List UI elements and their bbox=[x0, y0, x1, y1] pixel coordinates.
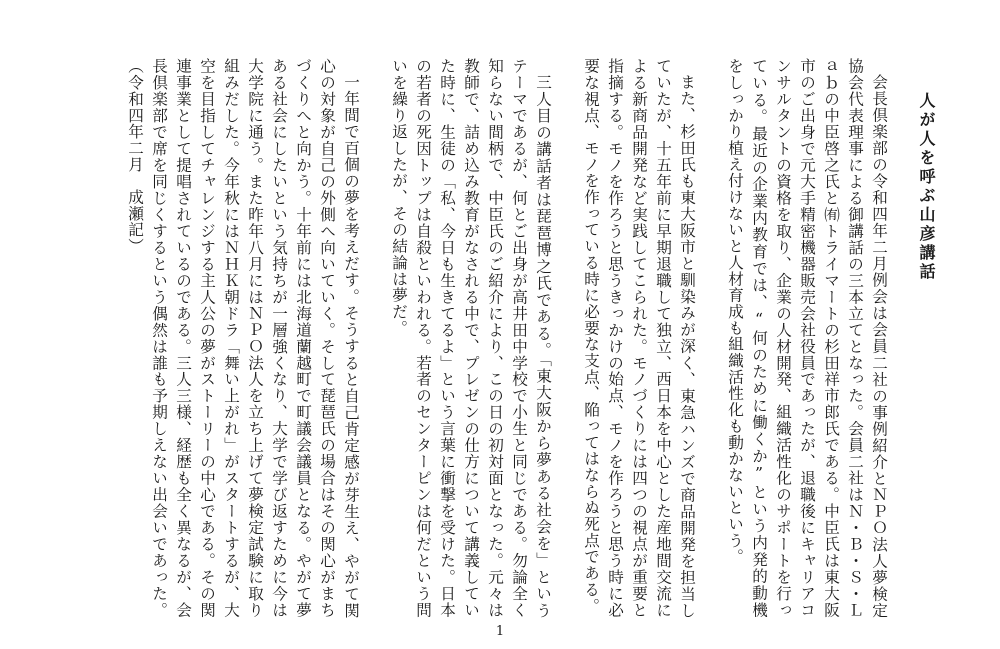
paragraph-3: 三人目の講話者は琵琶博之氏である。「東大阪から夢ある社会を」というテーマであるが、何とご出身が高井田中学校で小生と同じである。勿論全く知らない間柄で、中臣氏のご紹介により、この日の初対面となった。元々は教師で、詰め込み教育がなされる中で、プレゼンの仕方について講義していた時に、生徒の「私、今日も生きてるよ」という言葉に衝撃を受けた。日本の若者の死因トップは自殺といわれる。若者のセンターピンは何だという問いを繰り返したが、その結論は夢だ。 bbox=[390, 58, 552, 618]
vertical-text-block bbox=[38, 58, 938, 618]
paragraph-1: 会長倶楽部の令和四年二月例会は会員二社の事例紹介とＮＰＯ法人夢検定協会代表理事による御講話の三本立てとなった。会員二社はＮ・Ｂ・Ｓ・Ｌａｂの中臣啓之氏と㈲トライマートの杉田祥市郎氏である。中臣氏は東大阪市のご出身で元大手精密機器販売会社役員であったが、退職後にキャリアコンサルタントの資格を取り、企業の人材開発、組織活性化のサポートを行っている。最近の企業内教育では、“何のために働くか”という内発的動機をしっかり植え付けないと人材育成も組織活性化も動かないという。 bbox=[726, 58, 888, 618]
paragraph-4: 一年間で百個の夢を考えだす。そうすると自己肯定感が芽生え、やがて関心の対象が自己の外側へ向いていく。そして琵琶氏の場合はその関心がまちづくりへと向かう。十年前には北海道蘭越町で町議会議員となる。やがて夢ある社会にしたいという気持ちが一層強くなり、大学で学び返すために今は大学院に通う。また昨年八月にはＮＰＯ法人を立ち上げて夢検定試験に取り組みだした。今年秋にはＮＨＫ朝ドラ「舞い上がれ」がスタートするが、大空を目指してチャレンジする主人公の夢がストーリーの中心である。その関連事業として提唱されているのである。三人三様、経歴も全く異なるが、会長倶楽部で席を同じくするという偶然は誰も予期しえない出会いであった。（令和四年二月 成瀬記） bbox=[126, 58, 360, 618]
article-title: 人が人を呼ぶ山彦講話 bbox=[917, 92, 936, 282]
page-number: 1 bbox=[495, 624, 505, 639]
paragraph-2: また、杉田氏も東大阪市と馴染みが深く、東急ハンズで商品開発を担当していたが、十五年前に早期退職して独立、西日本を中心とした産地間交流による新商品開発など実践してこられた。モノづくりには四つの視点が重要と指摘する。モノを作ろうと思うきっかけの始点、モノを作ろうと思う時に必要な視点、モノを作っている時に必要な支点、陥ってはならぬ死点である。 bbox=[582, 58, 696, 618]
